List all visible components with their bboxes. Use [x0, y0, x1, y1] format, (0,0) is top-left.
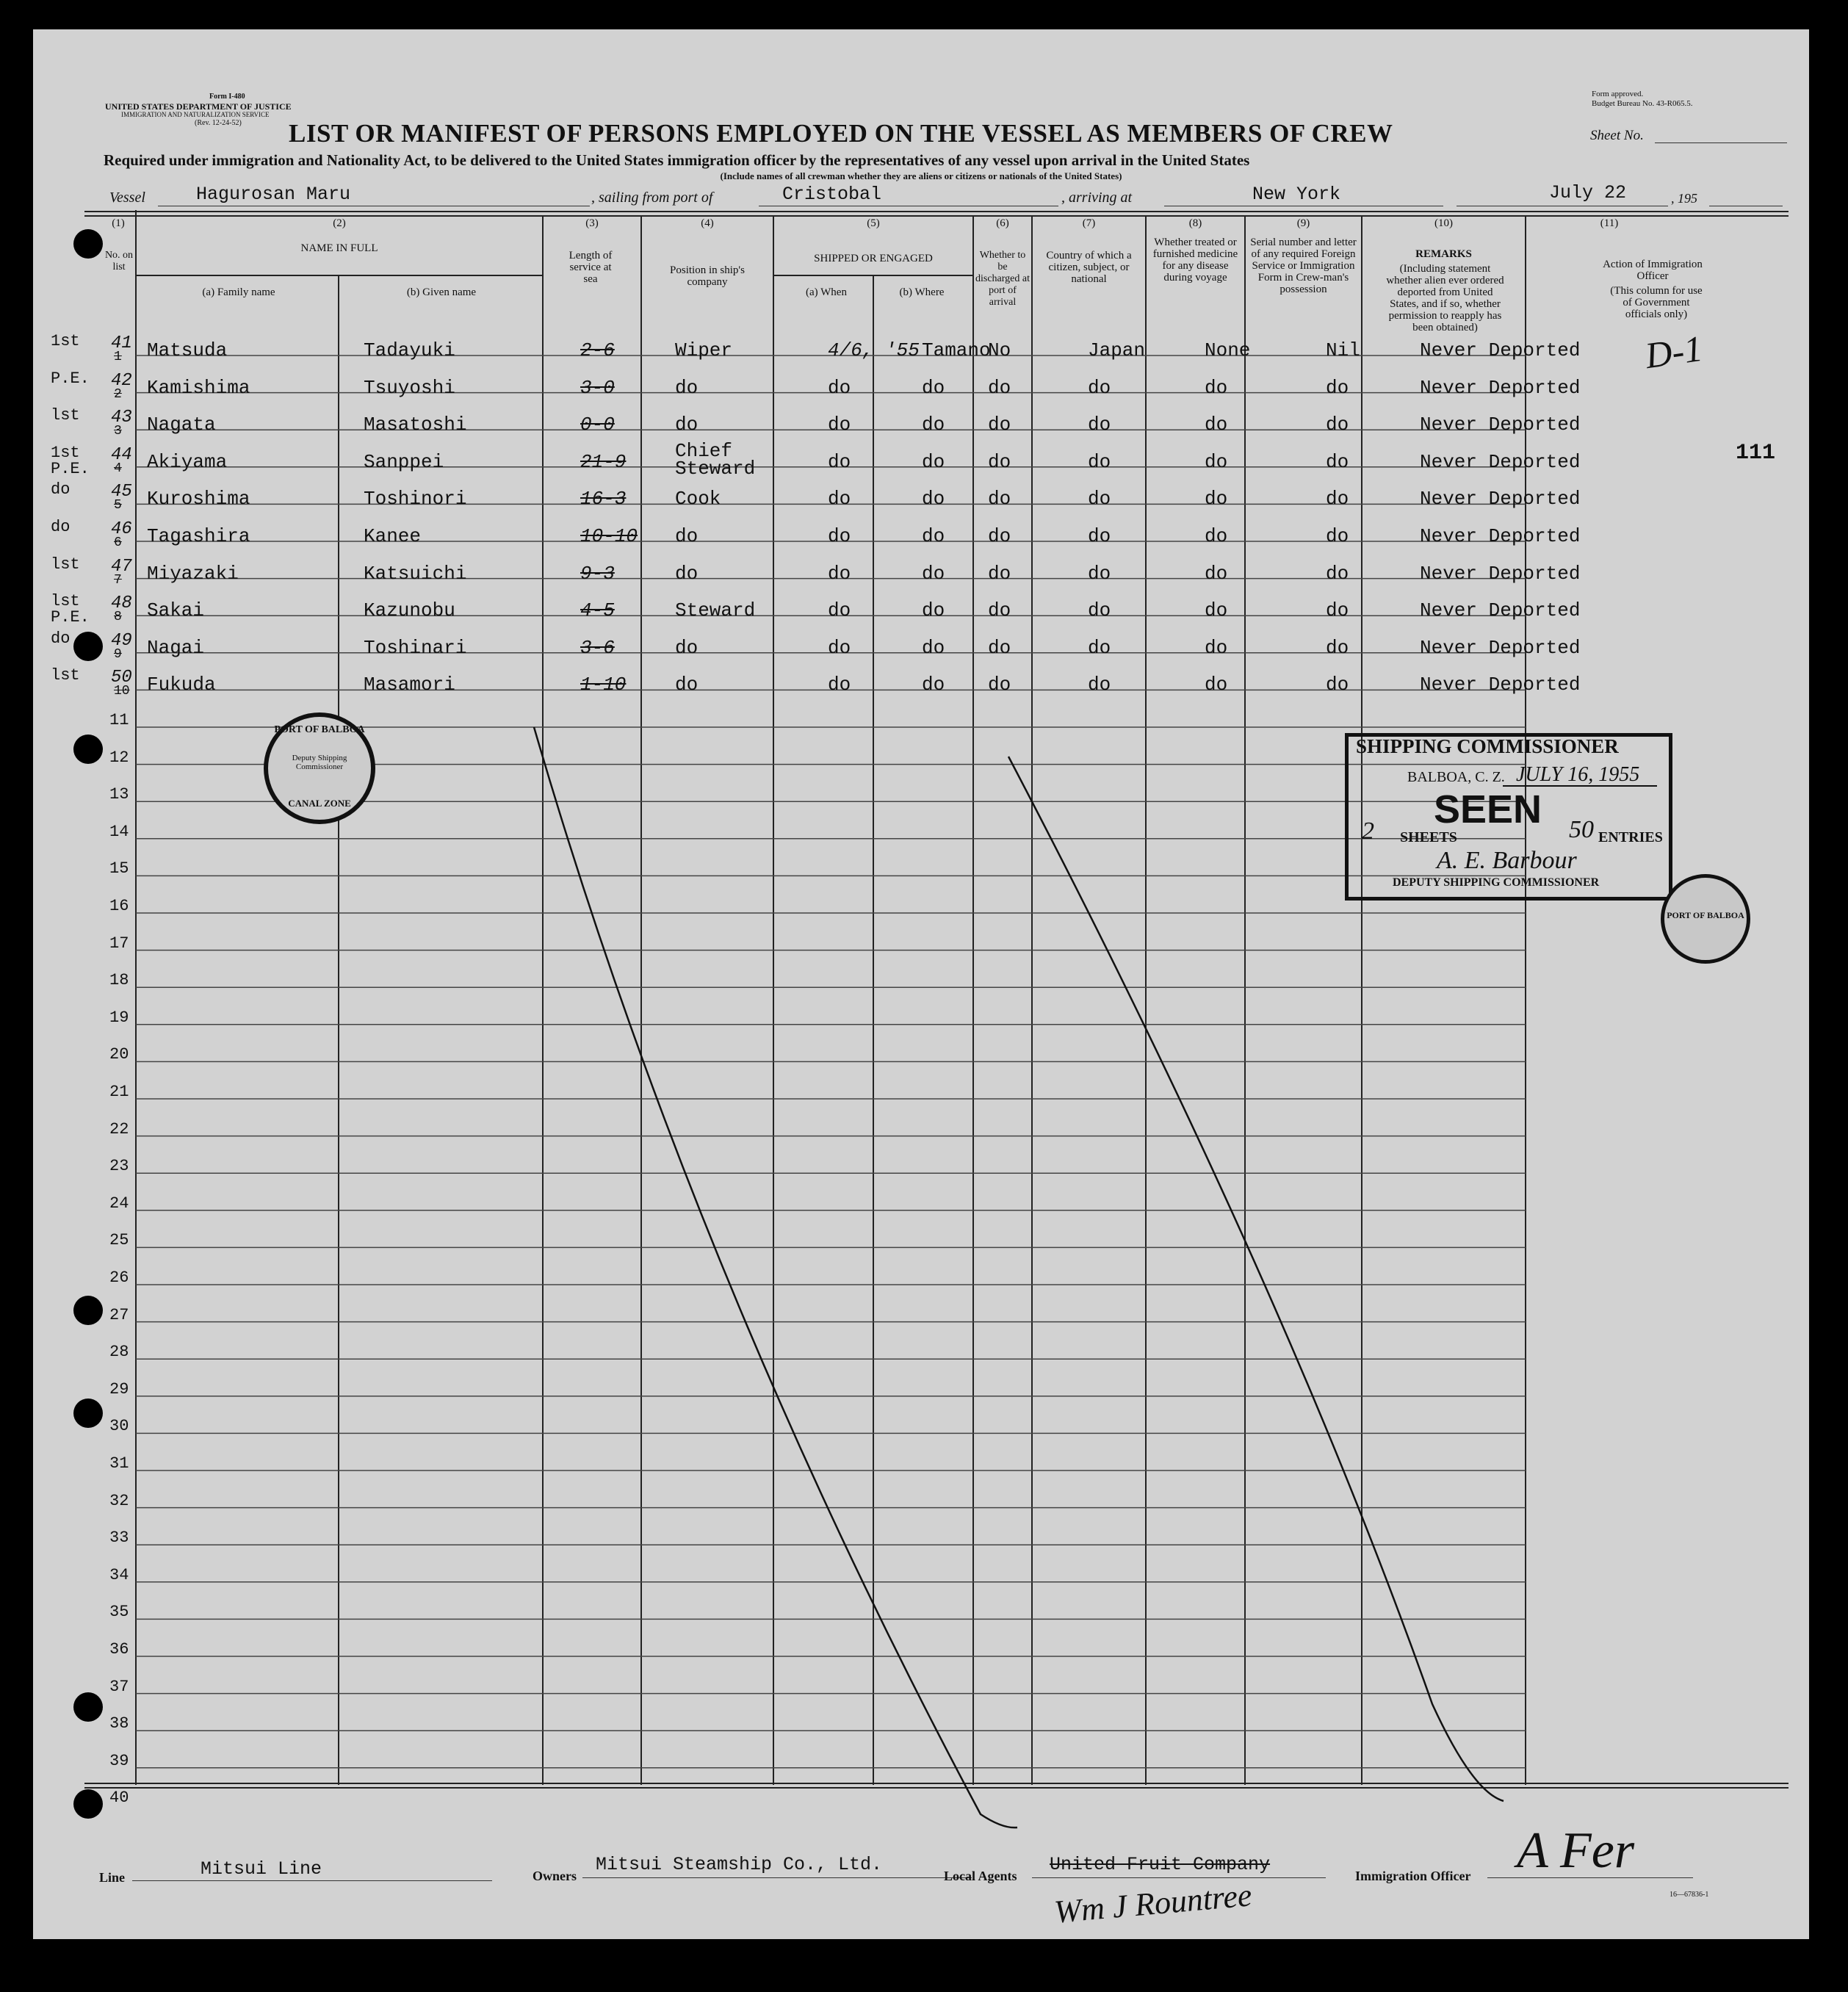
crew-discharge: do: [988, 525, 1011, 547]
crew-number: 44: [111, 444, 132, 465]
crew-position: Cook: [675, 488, 721, 510]
vessel-name: Hagurosan Maru: [196, 184, 351, 205]
col1-header: No. on list: [104, 250, 134, 273]
crew-shipped-when: 4/6, '55: [828, 339, 920, 361]
binder-hole: [73, 1692, 103, 1722]
table-grid: [33, 29, 1809, 1939]
margin-number: 111: [1736, 441, 1776, 466]
row-number: 38: [109, 1714, 129, 1733]
crew-mark: do: [51, 629, 71, 648]
crew-position: do: [675, 636, 699, 659]
crew-medicine: None: [1205, 339, 1251, 361]
crew-discharge: do: [988, 599, 1011, 622]
crew-number: 50: [111, 668, 132, 688]
col3-number: (3): [585, 217, 599, 229]
row-number: 32: [109, 1491, 129, 1510]
crew-position: Wiper: [675, 339, 733, 361]
crew-shipped-when: do: [828, 599, 851, 622]
form-number: Form I-480: [209, 93, 245, 101]
sailing-label: , sailing from port of: [591, 190, 713, 206]
row-number: 25: [109, 1231, 129, 1250]
crew-mark: lst: [51, 406, 80, 425]
crew-country: do: [1088, 450, 1111, 473]
agents-value: United Fruit Company: [1050, 1854, 1271, 1875]
col2b-header: (b) Given name: [406, 286, 477, 298]
crew-country: do: [1088, 599, 1111, 622]
row-number: 21: [109, 1083, 129, 1101]
col8-header: Whether treated or furnished medicine for any disease during voyage: [1152, 237, 1238, 284]
crew-position: do: [675, 376, 699, 399]
col2-header: NAME IN FULL: [300, 242, 378, 254]
crew-number: 42: [111, 370, 132, 391]
stamp-signature: A. E. Barbour: [1437, 847, 1577, 874]
budget-bureau: Budget Bureau No. 43-R065.5.: [1592, 99, 1693, 108]
form-revision: (Rev. 12-24-52): [195, 119, 242, 127]
crew-given-name: Tadayuki: [364, 339, 455, 361]
col9-header: Serial number and letter of any required Foreign Service or Immigration Form in Crew-man's possession: [1250, 237, 1357, 295]
crew-position: do: [675, 562, 699, 585]
department-name: UNITED STATES DEPARTMENT OF JUSTICE: [105, 101, 292, 112]
crew-service-length: 2-6: [580, 339, 615, 361]
crew-country: do: [1088, 488, 1111, 510]
crew-shipped-when: do: [828, 450, 851, 473]
agents-handwritten: Wm J Rountree: [1053, 1877, 1254, 1930]
crew-given-name: Toshinori: [364, 488, 467, 510]
crew-family-name: Tagashira: [147, 525, 250, 547]
arrival-date: July 22: [1549, 182, 1627, 203]
crew-old-number: 10: [114, 684, 130, 699]
crew-discharge: do: [988, 674, 1011, 696]
crew-shipped-where: do: [922, 525, 945, 547]
crew-service-length: 3-0: [580, 376, 615, 399]
crew-shipped-when: do: [828, 674, 851, 696]
line-label: Line: [99, 1870, 126, 1885]
crew-serial: do: [1326, 376, 1349, 399]
col11-note: (This column for use of Government officials only): [1610, 285, 1703, 320]
crew-medicine: do: [1205, 562, 1228, 585]
crew-family-name: Sakai: [147, 599, 205, 622]
row-number: 19: [109, 1008, 129, 1027]
crew-remarks: Never Deported: [1420, 414, 1581, 436]
crew-position: do: [675, 674, 699, 696]
service-name: IMMIGRATION AND NATURALIZATION SERVICE: [121, 111, 270, 118]
crew-serial: do: [1326, 414, 1349, 436]
row-number: 29: [109, 1379, 129, 1399]
row-number: 23: [109, 1157, 129, 1176]
col4-number: (4): [701, 217, 714, 229]
crew-service-length: 0-0: [580, 414, 615, 436]
crew-family-name: Nagata: [147, 414, 216, 436]
crew-number: 47: [111, 556, 132, 577]
binder-hole: [73, 229, 103, 259]
crew-discharge: do: [988, 488, 1011, 510]
departure-port: Cristobal: [782, 184, 882, 205]
crew-remarks: Never Deported: [1420, 488, 1581, 510]
row-number: 28: [109, 1343, 129, 1362]
col2a-header: (a) Family name: [202, 286, 275, 298]
row-number: 24: [109, 1194, 129, 1213]
col4-header: Position in ship's company: [670, 264, 745, 288]
crew-shipped-when: do: [828, 525, 851, 547]
port-stamp: PORT OF BALBOA Deputy Shipping Commissioner CANAL ZONE: [264, 712, 375, 824]
crew-number: 41: [111, 333, 132, 353]
col10-number: (10): [1434, 217, 1453, 229]
crew-medicine: do: [1205, 599, 1228, 622]
row-number: 33: [109, 1529, 129, 1548]
crew-mark: 1st: [51, 332, 80, 350]
col7-number: (7): [1082, 217, 1096, 229]
crew-given-name: Masamori: [364, 674, 455, 696]
crew-old-number: 5: [114, 498, 122, 513]
binder-hole: [73, 1296, 103, 1325]
crew-serial: Nil: [1326, 339, 1360, 361]
crew-country: do: [1088, 414, 1111, 436]
owners-label: Owners: [533, 1869, 577, 1883]
row-number: 17: [109, 934, 129, 953]
col10-header: REMARKS: [1415, 248, 1472, 260]
row-number: 20: [109, 1045, 129, 1064]
form-subtitle: Required under immigration and Nationality Act, to be delivered to the United States immigration officer by the representatives of any vessel upon arrival in the United States: [104, 151, 1250, 169]
crew-given-name: Tsuyoshi: [364, 376, 455, 399]
crew-shipped-where: do: [922, 414, 945, 436]
crew-remarks: Never Deported: [1420, 636, 1581, 659]
crew-shipped-where: do: [922, 674, 945, 696]
crew-number: 45: [111, 482, 132, 502]
crew-discharge: do: [988, 376, 1011, 399]
crew-discharge: No: [988, 339, 1011, 361]
crew-number: 48: [111, 593, 132, 614]
crew-shipped-when: do: [828, 562, 851, 585]
row-number: 37: [109, 1677, 129, 1696]
crew-service-length: 1-10: [580, 674, 627, 696]
binder-hole: [73, 1789, 103, 1819]
crew-shipped-when: do: [828, 488, 851, 510]
crew-given-name: Sanppei: [364, 450, 444, 473]
col10-note: (Including statement whether alien ever ordered deported from United States, and if so, whether permission to reapply has been obtained): [1386, 263, 1504, 333]
col11-number: (11): [1600, 217, 1619, 229]
crew-discharge: do: [988, 636, 1011, 659]
col5b-header: (b) Where: [899, 286, 945, 298]
col2-number: (2): [333, 217, 346, 229]
small-port-stamp: PORT OF BALBOA: [1661, 874, 1750, 964]
row-number: 34: [109, 1565, 129, 1584]
line-value: Mitsui Line: [201, 1858, 322, 1880]
crew-given-name: Katsuichi: [364, 562, 467, 585]
crew-shipped-where: do: [922, 599, 945, 622]
arriving-label: , arriving at: [1061, 190, 1133, 206]
form-title: LIST OR MANIFEST OF PERSONS EMPLOYED ON THE VESSEL AS MEMBERS OF CREW: [289, 119, 1393, 148]
crew-medicine: do: [1205, 450, 1228, 473]
crew-number: 46: [111, 519, 132, 539]
crew-family-name: Matsuda: [147, 339, 228, 361]
crew-service-length: 9-3: [580, 562, 615, 585]
crew-serial: do: [1326, 562, 1349, 585]
crew-discharge: do: [988, 562, 1011, 585]
col5-number: (5): [867, 217, 880, 229]
crew-service-length: 10-10: [580, 525, 638, 547]
crew-mark: P.E.: [51, 369, 90, 388]
crew-family-name: Kuroshima: [147, 488, 250, 510]
crew-shipped-where: do: [922, 450, 945, 473]
vessel-label: Vessel: [109, 190, 145, 206]
crew-medicine: do: [1205, 525, 1228, 547]
crew-medicine: do: [1205, 414, 1228, 436]
crew-family-name: Miyazaki: [147, 562, 239, 585]
row-number: 39: [109, 1751, 129, 1770]
row-number: 12: [109, 748, 129, 767]
crew-number: 49: [111, 630, 132, 651]
col3-header: Length of service at sea: [569, 250, 613, 285]
officer-signature: A Fer: [1517, 1822, 1635, 1879]
crew-mark: do: [51, 518, 71, 536]
crew-mark: lst P.E.: [51, 592, 90, 627]
crew-shipped-where: do: [922, 636, 945, 659]
crew-serial: do: [1326, 599, 1349, 622]
crew-remarks: Never Deported: [1420, 599, 1581, 622]
crew-position: Chief Steward: [675, 439, 756, 480]
col5a-header: (a) When: [806, 286, 847, 298]
col6-number: (6): [996, 217, 1009, 229]
crew-old-number: 4: [114, 461, 122, 476]
crew-serial: do: [1326, 488, 1349, 510]
row-number: 31: [109, 1454, 129, 1473]
col9-number: (9): [1296, 217, 1310, 229]
crew-shipped-where: do: [922, 562, 945, 585]
col8-number: (8): [1188, 217, 1202, 229]
crew-position: do: [675, 525, 699, 547]
crew-medicine: do: [1205, 636, 1228, 659]
crew-old-number: 1: [114, 350, 122, 364]
year-label: , 195: [1671, 191, 1697, 206]
row-number: 11: [109, 711, 129, 729]
row-number: 27: [109, 1305, 129, 1324]
crew-remarks: Never Deported: [1420, 376, 1581, 399]
row-number: 35: [109, 1603, 129, 1622]
crew-country: do: [1088, 376, 1111, 399]
col11-header: Action of Immigration Officer: [1603, 259, 1703, 282]
crew-mark: lst: [51, 555, 80, 574]
crew-number: 43: [111, 408, 132, 428]
crew-remarks: Never Deported: [1420, 339, 1581, 361]
crew-medicine: do: [1205, 376, 1228, 399]
crew-serial: do: [1326, 636, 1349, 659]
col1-number: (1): [112, 217, 125, 229]
form-note: (Include names of all crewman whether they are aliens or citizens or nationals of the United States): [720, 170, 1122, 181]
crew-shipped-where: do: [922, 488, 945, 510]
crew-mark: do: [51, 480, 71, 499]
binder-hole: [73, 632, 103, 661]
row-number: 26: [109, 1269, 129, 1287]
crew-shipped-when: do: [828, 414, 851, 436]
shipping-commissioner-stamp: SHIPPING COMMISSIONER BALBOA, C. Z. JULY 16, 1955 SEEN 2 SHEETS 50 ENTRIES A. E. Barbour DEPUTY SHIPPING COMMISSIONER: [1345, 733, 1672, 901]
officer-label: Immigration Officer: [1355, 1869, 1471, 1883]
row-number: 22: [109, 1119, 129, 1138]
crew-family-name: Nagai: [147, 636, 205, 659]
crew-given-name: Masatoshi: [364, 414, 467, 436]
seen-label: SEEN: [1434, 787, 1542, 831]
crew-family-name: Fukuda: [147, 674, 216, 696]
crew-country: Japan: [1088, 339, 1146, 361]
crew-serial: do: [1326, 674, 1349, 696]
crew-service-length: 3-6: [580, 636, 615, 659]
crew-given-name: Toshinari: [364, 636, 467, 659]
crew-remarks: Never Deported: [1420, 674, 1581, 696]
crew-shipped-when: do: [828, 636, 851, 659]
crew-old-number: 2: [114, 386, 122, 402]
row-number: 14: [109, 822, 129, 841]
crew-old-number: 8: [114, 610, 122, 625]
crew-given-name: Kanee: [364, 525, 422, 547]
crew-remarks: Never Deported: [1420, 450, 1581, 473]
crew-discharge: do: [988, 450, 1011, 473]
owners-value: Mitsui Steamship Co., Ltd.: [596, 1854, 883, 1875]
col7-header: Country of which a citizen, subject, or national: [1046, 250, 1132, 285]
row-number: 36: [109, 1640, 129, 1659]
crew-family-name: Akiyama: [147, 450, 228, 473]
binder-hole: [73, 735, 103, 764]
row-number: 15: [109, 859, 129, 878]
agents-label: Local Agents: [944, 1869, 1017, 1883]
crew-position: Steward: [675, 599, 756, 622]
sheet-label: Sheet No.: [1590, 128, 1644, 143]
crew-old-number: 3: [114, 424, 122, 439]
crew-old-number: 9: [114, 646, 122, 662]
row-number: 13: [109, 785, 129, 804]
crew-medicine: do: [1205, 674, 1228, 696]
row-number: 30: [109, 1417, 129, 1436]
crew-old-number: 7: [114, 572, 122, 588]
crew-remarks: Never Deported: [1420, 525, 1581, 547]
crew-medicine: do: [1205, 488, 1228, 510]
col5-header: SHIPPED OR ENGAGED: [814, 253, 933, 264]
row-number: 40: [109, 1789, 129, 1808]
crew-serial: do: [1326, 450, 1349, 473]
manifest-sheet: [33, 29, 1809, 1939]
crew-country: do: [1088, 525, 1111, 547]
crew-given-name: Kazunobu: [364, 599, 455, 622]
row-number: 18: [109, 971, 129, 990]
crew-family-name: Kamishima: [147, 376, 250, 399]
action-mark: D-1: [1642, 327, 1706, 377]
crew-mark: lst: [51, 666, 80, 685]
print-code: 16—67836-1: [1670, 1891, 1709, 1899]
col6-header: Whether to be discharged at port of arrival: [975, 250, 1030, 308]
crew-shipped-where: Tamano: [922, 339, 991, 361]
crew-mark: 1st P.E.: [51, 443, 90, 478]
form-approved: Form approved.: [1592, 90, 1644, 98]
crew-old-number: 6: [114, 535, 122, 550]
crew-serial: do: [1326, 525, 1349, 547]
crew-country: do: [1088, 674, 1111, 696]
crew-service-length: 4-5: [580, 599, 615, 622]
crew-remarks: Never Deported: [1420, 562, 1581, 585]
crew-discharge: do: [988, 414, 1011, 436]
binder-hole: [73, 1399, 103, 1428]
crew-service-length: 16-3: [580, 488, 627, 510]
crew-service-length: 21-9: [580, 450, 627, 473]
crew-shipped-when: do: [828, 376, 851, 399]
crew-shipped-where: do: [922, 376, 945, 399]
crew-country: do: [1088, 562, 1111, 585]
row-number: 16: [109, 897, 129, 915]
arrival-port: New York: [1252, 184, 1341, 205]
crew-position: do: [675, 414, 699, 436]
crew-country: do: [1088, 636, 1111, 659]
